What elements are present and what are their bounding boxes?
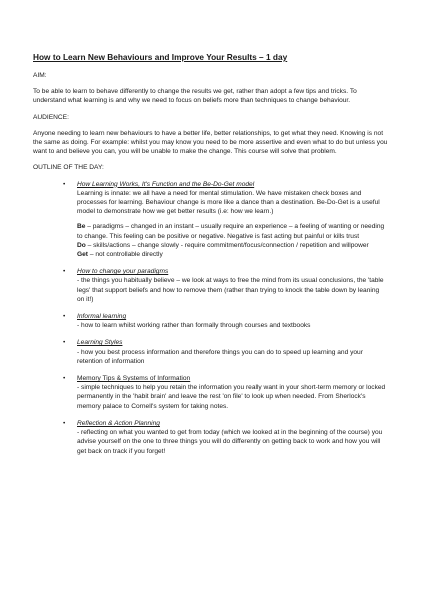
outline-item-title: How to change your paradigms: [77, 268, 169, 276]
outline-item-learning: [33, 180, 388, 260]
get-text: – not controllable directly: [88, 251, 163, 259]
outline-item-desc: - how you best process information and therefore things you can do to speed up learning and your retention of information: [77, 348, 363, 365]
outline-item-paradigms: [33, 267, 388, 304]
outline-list: [33, 180, 388, 456]
outline-item-title: Informal learning: [77, 313, 127, 321]
get-term: Get: [77, 251, 88, 259]
outline-item-memory-tips: [33, 374, 388, 411]
bullet-icon: •: [63, 268, 66, 276]
outline-item-title: Learning Styles: [77, 339, 123, 347]
bullet-icon: •: [63, 313, 66, 321]
aim-heading: AIM:: [33, 72, 47, 79]
get-line: [77, 250, 388, 259]
outline-item-title: Memory Tips & Systems of Information: [77, 375, 191, 383]
be-text: – paradigms – changed in an instant – usually require an experience – a feeling of wanting or needing to change. This feeling can be positive or negative. Negative is fast acting but painful or kills trust: [77, 223, 385, 240]
be-line: [77, 222, 388, 240]
outline-heading: OUTLINE OF THE DAY:: [33, 164, 104, 172]
be-term: Be: [77, 223, 86, 231]
outline-item-desc: Learning is innate: we all have a need for mental stimulation. We have mistaken check boxes and processes for learning. Behaviour change is more like a dance than a destination. Be-Do-Get is a useful model to demonstrate how we get better results (i.e: how we learn.): [77, 189, 380, 216]
do-term: Do: [77, 241, 86, 249]
do-text: – skills/actions – change slowly - require commitment/focus/connection / repetition and willpower: [85, 241, 369, 249]
outline-item-title: How Learning Works, It's Function and the Be-Do-Get model: [77, 180, 255, 188]
outline-item-reflection: [33, 419, 388, 456]
outline-item-desc: - reflecting on what you wanted to get from today (which we looked at in the beginning of the course) you advise yourself on the one to three things you will do differently on getting back to work and how you will get back on track if you forget!: [77, 429, 383, 455]
bullet-icon: •: [63, 375, 66, 383]
document-title: How to Learn New Behaviours and Improve Your Results – 1 day: [33, 52, 288, 62]
do-line: [77, 241, 388, 250]
outline-item-desc: - simple techniques to help you retain the information you really want in your short-term memory or locked permanently in the 'habit brain' and leave the rest 'on file' to look up when needed. From Sherlock's memory palace to Cornell's system for taking notes.: [77, 384, 386, 410]
bullet-icon: •: [63, 180, 66, 188]
outline-item-title: Reflection & Action Planning: [77, 419, 160, 427]
aim-text: To be able to learn to behave differently to change the results we get, rather than adopt a few tips and tricks. To understand what learning is and why we need to focus on beliefs more than techniques to change behaviour.: [33, 88, 357, 105]
outline-item-desc: - the things you habitually believe – we look at ways to free the mind from its usual conclusions, the 'table legs' that support beliefs and how to remove them (rather than trying to knock the table down by leaning on it!): [77, 277, 384, 303]
bullet-icon: •: [63, 419, 66, 427]
outline-item-learning-styles: [33, 338, 388, 366]
audience-text: Anyone needing to learn new behaviours to have a better life, better relationships, to get what they need. Knowing is not the same as doing. For example: whilst you may know you need to be more assertive and even what to do but unless you want to and believe you can, you will be unable to make the change. This course will solve that problem.: [33, 129, 388, 156]
bullet-icon: •: [63, 339, 66, 347]
audience-heading: AUDIENCE:: [33, 113, 69, 121]
outline-item-desc: - how to learn whilst working rather than formally through courses and textbooks: [77, 322, 311, 330]
outline-item-informal-learning: [33, 312, 388, 330]
